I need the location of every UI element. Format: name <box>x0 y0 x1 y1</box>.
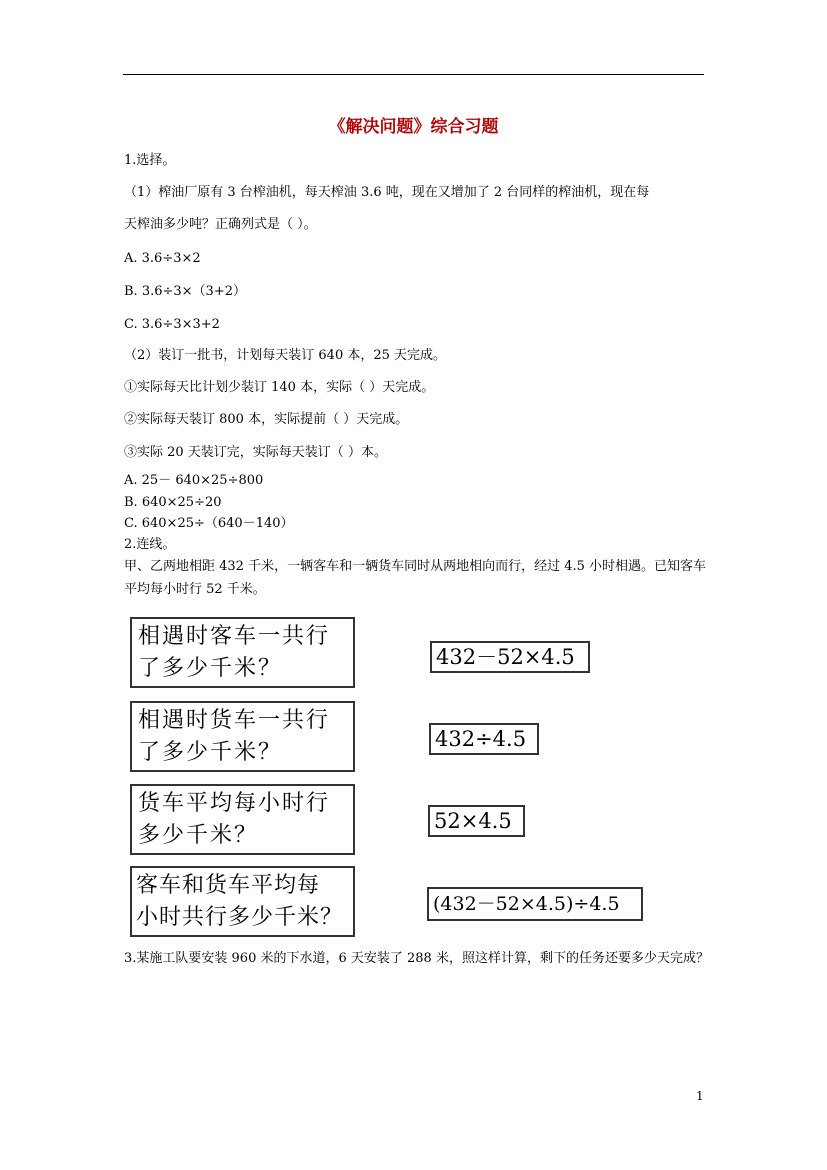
expression-box[interactable]: 432÷4.5 <box>429 723 539 755</box>
question-box[interactable] <box>130 784 355 855</box>
q2-text: 甲、乙两地相距 432 千米，一辆客车和一辆货车同时从两地相向而行，经过 4.5 小时相遇。已知客车平均每小时行 52 千米。 <box>124 559 707 597</box>
question-box-line: 相遇时客车一共行 <box>138 624 331 649</box>
q1-p2-intro: （2）装订一批书，计划每天装订 640 本，25 天完成。 <box>124 348 447 363</box>
q1-p1-option-c: C. 3.6÷3×3+2 <box>124 317 220 332</box>
question-box-line: 多少千米？ <box>138 823 259 848</box>
question-box-line: 了多少千米？ <box>138 740 283 765</box>
question-box-line: 客车和货车平均每 <box>136 873 321 898</box>
q1-p1-option-b: B. 3.6÷3×（3+2） <box>124 284 246 299</box>
question-box[interactable] <box>130 617 355 688</box>
expression-box[interactable]: (432－52×4.5)÷4.5 <box>427 887 643 921</box>
question-box[interactable] <box>130 701 355 772</box>
q1-p2-option-a: A. 25－ 640×25÷800 <box>124 473 264 488</box>
question-box[interactable] <box>130 866 355 937</box>
header-rule <box>123 74 704 75</box>
q1-p2-item-1: ①实际每天比计划少装订 140 本，实际（ ）天完成。 <box>124 380 435 395</box>
q1-p1-option-a: A. 3.6÷3×2 <box>124 251 201 266</box>
q1-p2-option-c: C. 640×25÷（640－140） <box>124 516 294 531</box>
page-title: 《解决问题》综合习题 <box>328 117 499 137</box>
q1-p2-item-3: ③实际 20 天装订完，实际每天装订（ ）本。 <box>124 445 387 460</box>
question-box-line: 货车平均每小时行 <box>138 791 331 816</box>
q1-heading: 1.选择。 <box>124 153 176 168</box>
q1-p1-line2: 天榨油多少吨？正确列式是（ ）。 <box>124 217 317 232</box>
q1-p2-item-2: ②实际每天装订 800 本，实际提前（ ）天完成。 <box>124 412 409 427</box>
question-box-line: 了多少千米？ <box>138 656 283 681</box>
question-box-line: 相遇时货车一共行 <box>138 708 331 733</box>
expression-box[interactable]: 52×4.5 <box>428 805 525 837</box>
q1-p1-line1: （1）榨油厂原有 3 台榨油机，每天榨油 3.6 吨，现在又增加了 2 台同样的榨油机，现在每 <box>124 185 650 200</box>
expression-box[interactable]: 432－52×4.5 <box>430 641 590 673</box>
q2-heading: 2.连线。 <box>124 537 176 552</box>
q1-p2-option-b: B. 640×25÷20 <box>124 495 222 510</box>
question-box-line: 小时共行多少千米？ <box>136 905 344 930</box>
page-number: 1 <box>696 1089 704 1103</box>
q3-text: 3.某施工队要安装 960 米的下水道，6 天安装了 288 米，照这样计算，剩下的任务还要多少天完成？ <box>124 951 709 966</box>
